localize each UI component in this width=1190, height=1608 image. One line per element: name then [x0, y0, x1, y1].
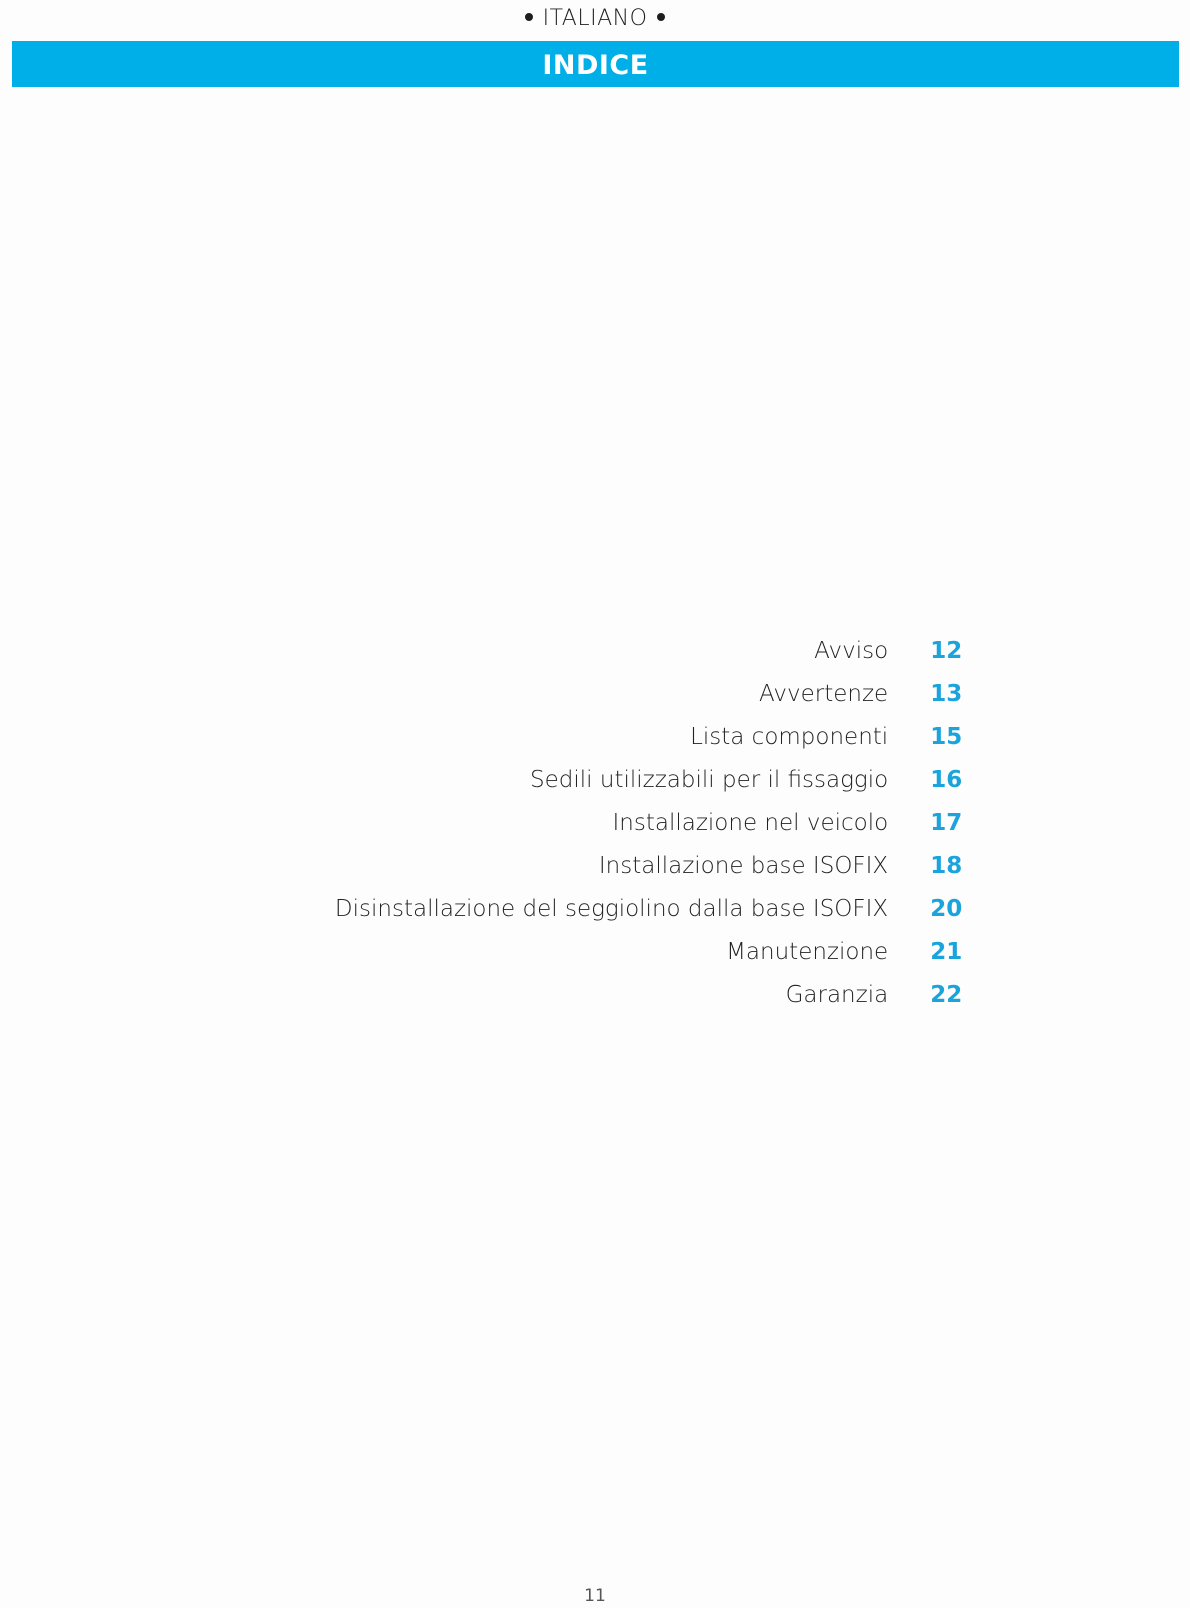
toc-label: Installazione nel veicolo — [612, 809, 889, 836]
toc-entry-sedili[interactable] — [200, 758, 1000, 801]
toc-page-number: 12 — [930, 637, 963, 664]
toc-page-number: 21 — [930, 938, 963, 965]
toc-entry-lista-componenti[interactable] — [200, 715, 1000, 758]
toc-label: Lista componenti — [690, 723, 889, 750]
toc-entry-avvertenze[interactable] — [200, 672, 1000, 715]
toc-page-number: 20 — [930, 895, 963, 922]
toc-entry-installazione-veicolo[interactable] — [200, 801, 1000, 844]
toc-page-number: 16 — [930, 766, 963, 793]
bullet-icon — [525, 13, 533, 21]
page-title: INDICE — [542, 50, 649, 81]
toc-page-number: 15 — [930, 723, 963, 750]
toc-entry-avviso[interactable] — [200, 629, 1000, 672]
toc-page-number: 22 — [930, 981, 963, 1008]
toc-label: Avviso — [814, 637, 889, 664]
toc-label: Installazione base ISOFIX — [598, 852, 889, 879]
toc-entry-disinstallazione[interactable] — [200, 887, 1000, 930]
toc-entry-garanzia[interactable] — [200, 973, 1000, 1016]
toc-label: Avvertenze — [759, 680, 889, 707]
toc-entry-manutenzione[interactable] — [200, 930, 1000, 973]
language-header — [0, 4, 1190, 34]
title-bar — [12, 41, 1179, 87]
toc-entry-installazione-isofix[interactable] — [200, 844, 1000, 887]
toc-page-number: 17 — [930, 809, 963, 836]
toc-label: Manutenzione — [726, 938, 889, 965]
language-label: ITALIANO — [542, 6, 648, 31]
toc-page-number: 13 — [930, 680, 963, 707]
bullet-icon — [657, 13, 665, 21]
toc-label: Garanzia — [785, 981, 889, 1008]
page-number: 11 — [584, 1586, 606, 1606]
toc-label: Sedili utilizzabili per il fissaggio — [530, 766, 889, 793]
toc-page-number: 18 — [930, 852, 963, 879]
table-of-contents — [200, 629, 1000, 1016]
toc-label: Disinstallazione del seggiolino dalla base ISOFIX — [334, 895, 889, 922]
